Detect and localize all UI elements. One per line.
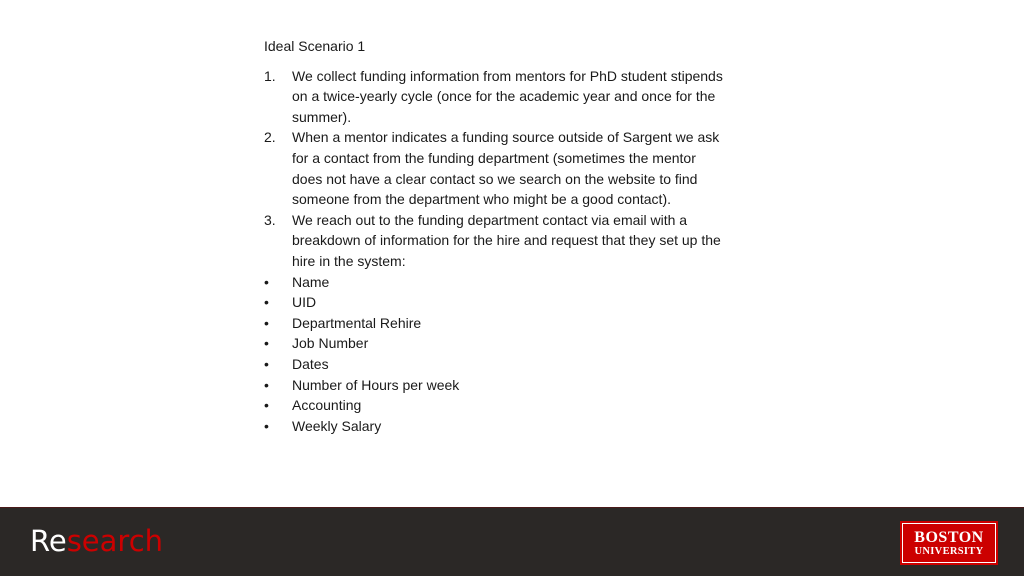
bullet-item bbox=[264, 333, 764, 354]
text-line: someone from the department who might be a good contact). bbox=[292, 191, 671, 208]
footer-bar bbox=[0, 507, 1024, 576]
bullet-item bbox=[264, 354, 764, 375]
numbered-item-2 bbox=[264, 127, 764, 209]
bullet-icon: • bbox=[264, 397, 269, 414]
numbered-item-3 bbox=[264, 210, 764, 272]
list-number: 2. bbox=[264, 129, 276, 146]
wordmark-part-2: search bbox=[66, 524, 164, 558]
slide-title: Ideal Scenario 1 bbox=[264, 38, 366, 54]
bullet-icon: • bbox=[264, 335, 269, 352]
logo-line-2: UNIVERSITY bbox=[914, 545, 984, 557]
logo-frame bbox=[902, 523, 996, 563]
bullet-item bbox=[264, 395, 764, 416]
list-item-text bbox=[292, 127, 764, 209]
bullet-text: Weekly Salary bbox=[292, 417, 382, 434]
bullet-text: UID bbox=[292, 294, 317, 311]
bullet-item bbox=[264, 313, 764, 334]
bullet-text: Job Number bbox=[292, 335, 369, 352]
bullet-icon: • bbox=[264, 314, 269, 331]
bullet-icon: • bbox=[264, 355, 269, 372]
list-number: 3. bbox=[264, 211, 276, 228]
list-number: 1. bbox=[264, 67, 276, 84]
text-line: on a twice-yearly cycle (once for the academic year and once for the bbox=[292, 88, 716, 105]
bullet-icon: • bbox=[264, 273, 269, 290]
research-wordmark bbox=[30, 523, 163, 559]
text-line: We reach out to the funding department contact via email with a bbox=[292, 211, 688, 228]
logo-line-1: BOSTON bbox=[914, 528, 984, 546]
bullet-text: Dates bbox=[292, 355, 329, 372]
bullet-text: Departmental Rehire bbox=[292, 314, 422, 331]
numbered-item-1 bbox=[264, 66, 764, 128]
bullet-text: Number of Hours per week bbox=[292, 376, 460, 393]
text-line: for a contact from the funding department (sometimes the mentor bbox=[292, 149, 696, 166]
bullet-icon: • bbox=[264, 294, 269, 311]
text-line: breakdown of information for the hire and request that they set up the bbox=[292, 232, 721, 249]
text-line: summer). bbox=[292, 108, 352, 125]
text-line: When a mentor indicates a funding source outside of Sargent we ask bbox=[292, 129, 720, 146]
bullet-text: Accounting bbox=[292, 397, 362, 414]
bullet-icon: • bbox=[264, 376, 269, 393]
boston-university-logo bbox=[900, 521, 998, 565]
bullet-text: Name bbox=[292, 273, 330, 290]
wordmark-part-1: Re bbox=[30, 524, 67, 558]
bullet-item bbox=[264, 416, 764, 437]
bullet-item bbox=[264, 375, 764, 396]
list-item-text bbox=[292, 66, 764, 128]
list-item-text bbox=[292, 210, 764, 272]
bullet-item bbox=[264, 292, 764, 313]
text-line: hire in the system: bbox=[292, 252, 406, 269]
text-line: does not have a clear contact so we search on the website to find bbox=[292, 170, 698, 187]
slide-content bbox=[264, 36, 764, 436]
bullet-item bbox=[264, 272, 764, 293]
text-line: We collect funding information from mentors for PhD student stipends bbox=[292, 67, 723, 84]
bullet-icon: • bbox=[264, 417, 269, 434]
